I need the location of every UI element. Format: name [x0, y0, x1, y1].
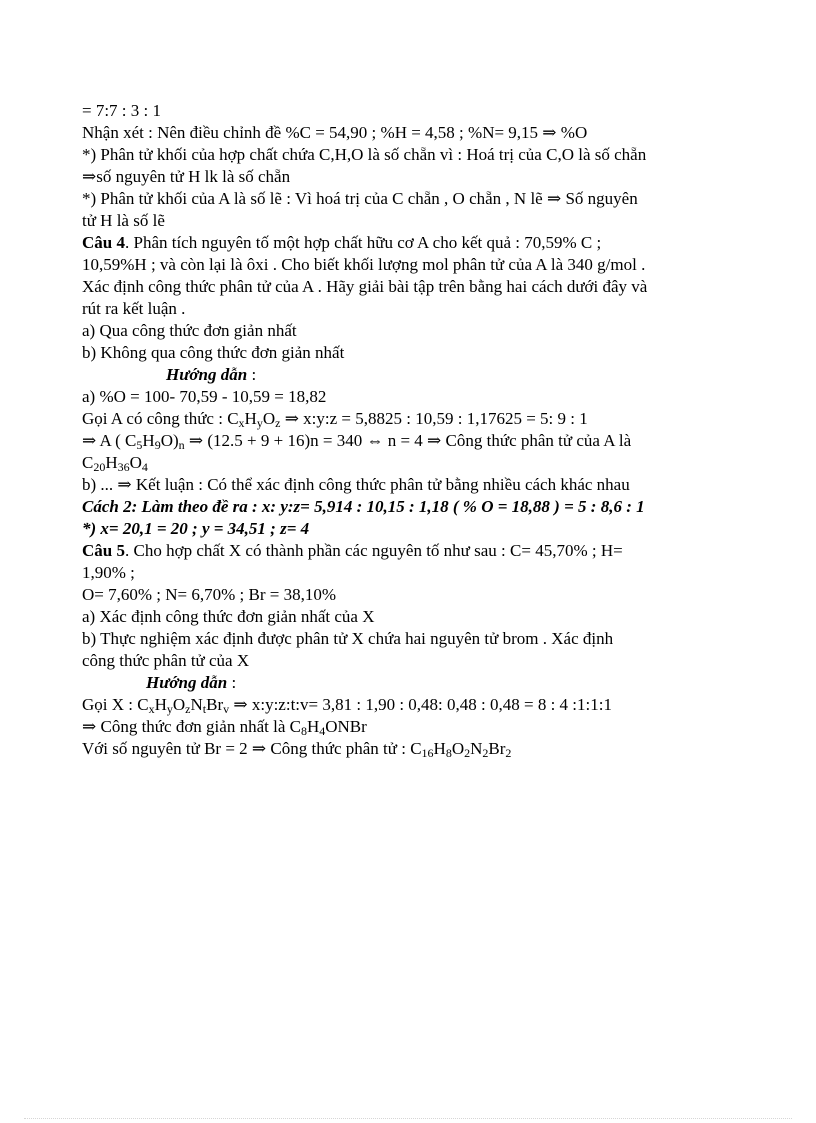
text-line: *) Phân tử khối của A là số lẽ : Vì hoá trị của C chẵn , O chẵn , N lẽ ⇒ Số nguyên — [82, 189, 638, 208]
guide-label: Hướng dẫn — [146, 673, 228, 692]
method-2-result: *) x= 20,1 = 20 ; y = 34,51 ; z= 4 — [82, 519, 310, 538]
text-line: Nhận xét : Nên điều chỉnh đề %C = 54,90 ; %H = 4,58 ; %N= 9,15 ⇒ %O — [82, 123, 588, 142]
question-text: . Phân tích nguyên tố một hợp chất hữu cơ A cho kết quả : 70,59% C ; — [124, 233, 602, 252]
document-body — [82, 100, 742, 760]
method-2-line: Cách 2: Làm theo đề ra : x: y:z= 5,914 : 10,15 : 1,18 ( % O = 18,88 ) = 5 : 8,6 : 1 — [82, 497, 645, 516]
question-text: 1,90% ; — [82, 563, 135, 582]
solution-text: ⇒ x:y:z = 5,8825 : 10,59 : 1,17625 = 5: 9 : 1 — [280, 409, 588, 428]
question-label: Câu 4 — [82, 233, 125, 252]
question-text: Xác định công thức phân tử của A . Hãy giải bài tập trên bằng hai cách dưới đây và — [82, 277, 648, 296]
solution-text: ONBr — [325, 717, 367, 736]
solution-text: ⇒ (12.5 + 9 + 16)n = 340 ⇔ n = 4 ⇒ Công thức phân tử của A là — [184, 431, 632, 450]
guide-heading — [82, 672, 742, 694]
guide-colon: : — [227, 673, 237, 692]
solution-line: Gọi A có công thức : $C_xH_yO_z$ ⇒ x:y:z = 5,8825 : 10,59 : 1,17625 = 5: 9 : 1 — [82, 409, 588, 430]
question-option-a: a) Xác định công thức đơn giản nhất của X — [82, 607, 375, 626]
question-4-heading — [82, 232, 742, 254]
solution-line: a) %O = 100- 70,59 - 10,59 = 18,82 — [82, 387, 327, 406]
text-line: ⇒số nguyên tử H lk là số chẵn — [82, 167, 291, 186]
guide-colon: : — [247, 365, 257, 384]
formula-result: $C_{20}H_{36}O_4$ — [82, 453, 148, 474]
solution-line: ⇒ A ( $C_5H_9O)_n$ ⇒ (12.5 + 9 + 16)n = 340 ⇔ n = 4 ⇒ Công thức phân tử của A là — [82, 431, 632, 452]
page-bottom-divider — [24, 1118, 792, 1119]
question-5-heading — [82, 540, 742, 562]
solution-text: ⇒ A ( C — [82, 431, 137, 450]
question-text: 10,59%H ; và còn lại là ôxi . Cho biết khối lượng mol phân tử của A là 340 g/mol . — [82, 255, 646, 274]
question-text: . Cho hợp chất X có thành phần các nguyên tố như sau : C= 45,70% ; H= — [124, 541, 623, 560]
question-label: Câu 5 — [82, 541, 125, 560]
solution-line: ⇒ Công thức đơn giản nhất là $C_8H_4ONBr$ — [82, 717, 367, 738]
question-text: O= 7,60% ; N= 6,70% ; Br = 38,10% — [82, 585, 336, 604]
solution-text: Gọi A có công thức : C — [82, 409, 239, 428]
question-text: rút ra kết luận . — [82, 299, 186, 318]
question-option-b: b) Thực nghiệm xác định được phân tử X chứa hai nguyên tử brom . Xác định — [82, 629, 614, 648]
text-line: = 7:7 : 3 : 1 — [82, 101, 162, 120]
solution-text: Với số nguyên tử Br = 2 ⇒ Công thức phân tử : C — [82, 739, 422, 758]
text-line: tử H là số lẽ — [82, 211, 165, 230]
question-option-b: công thức phân tử của X — [82, 651, 250, 670]
guide-heading — [82, 364, 742, 386]
solution-line: Với số nguyên tử Br = 2 ⇒ Công thức phân tử : $C_{16}H_8O_2N_2Br_2$ — [82, 739, 512, 760]
question-option-a: a) Qua công thức đơn giản nhất — [82, 321, 297, 340]
solution-line: Gọi X : $C_xH_yO_zN_tBr_v$ ⇒ x:y:z:t:v= 3,81 : 1,90 : 0,48: 0,48 : 0,48 = 8 : 4 :1:1:1 — [82, 695, 612, 716]
question-option-b: b) Không qua công thức đơn giản nhất — [82, 343, 345, 362]
guide-label: Hướng dẫn — [166, 365, 248, 384]
solution-text: ⇒ x:y:z:t:v= 3,81 : 1,90 : 0,48: 0,48 : 0,48 = 8 : 4 :1:1:1 — [229, 695, 612, 714]
solution-text: Gọi X : C — [82, 695, 149, 714]
conclusion-line: b) ... ⇒ Kết luận : Có thể xác định công thức phân tử bằng nhiều cách khác nhau — [82, 475, 630, 494]
text-line: *) Phân tử khối của hợp chất chứa C,H,O là số chẵn vì : Hoá trị của C,O là số chẵn — [82, 145, 647, 164]
solution-text: ⇒ Công thức đơn giản nhất là C — [82, 717, 301, 736]
